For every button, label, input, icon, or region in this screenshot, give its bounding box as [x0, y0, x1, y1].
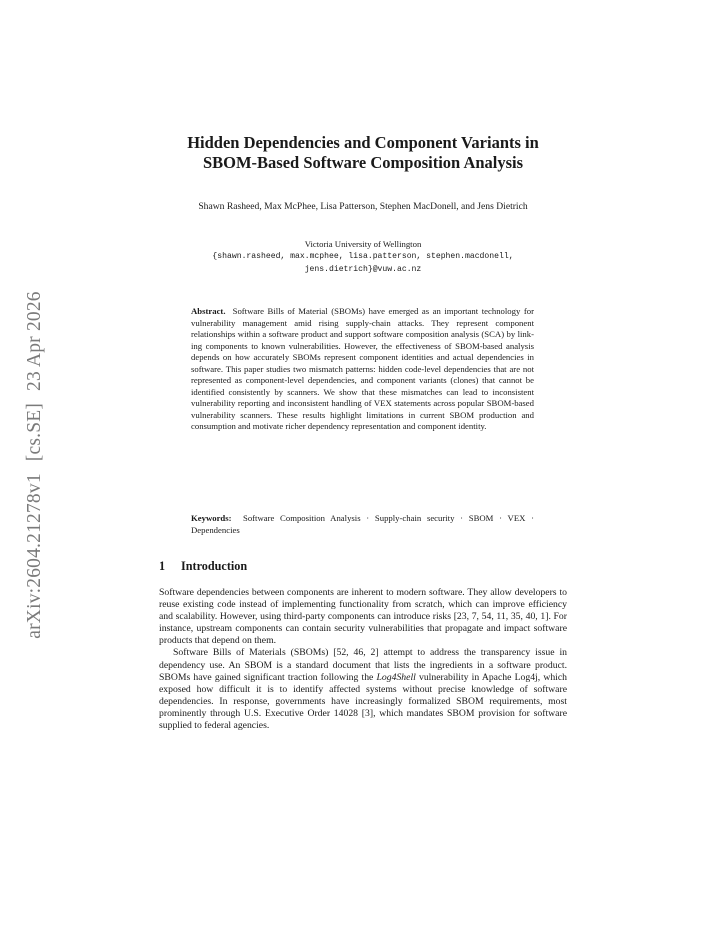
- introduction-body: [159, 587, 567, 732]
- author-emails: [159, 251, 567, 276]
- emphasized-term: Log4Shell: [376, 671, 416, 683]
- emails-line-1: {shawn.rasheed, max.mcphee, lisa.patterson, stephen.macdonell,: [212, 252, 514, 261]
- title-line-2: SBOM-Based Software Composition Analysis: [202, 153, 524, 172]
- paragraph: [159, 647, 567, 732]
- paragraph-text: Software Bills of Materials (SBOMs) [52, 46, 2] attempt to address the transparency issue in dependency use. An SBOM is a standard document that lists the ingredients in a software product. SBOMs have gained significant traction following the: [159, 647, 567, 683]
- keywords-text: Software Composition Analysis · Supply-chain security · SBOM · VEX · Dependencies: [191, 513, 535, 535]
- emails-line-2: jens.dietrich}@vuw.ac.nz: [304, 264, 422, 274]
- arxiv-id: arXiv:2604.21278v1: [24, 473, 45, 639]
- arxiv-category: [cs.SE]: [24, 402, 45, 462]
- paper-title: [159, 133, 567, 173]
- arxiv-date: 23 Apr 2026: [24, 291, 45, 391]
- author-list: Shawn Rasheed, Max McPhee, Lisa Patterson, Stephen MacDonell, and Jens Dietrich: [198, 201, 528, 212]
- title-line-1: Hidden Dependencies and Component Variants in: [187, 133, 539, 152]
- abstract-label: Abstract.: [191, 306, 226, 316]
- section-heading: [159, 559, 567, 574]
- keywords-label: Keywords:: [191, 513, 232, 523]
- paragraph: Software dependencies between components are inherent to modern software. They allow developers to reuse existing code instead of implementing functionality from scratch, which can improve efficiency and scalability. However, using third-party components can introduce risks [23, 7, 54, 11, 35, 40, 1]. For instance, upstream components can contain security vulnerabilities that propagate and impact software products that depend on them.: [159, 587, 567, 647]
- keywords: [191, 513, 534, 536]
- arxiv-identifier-stamp: [24, 291, 46, 639]
- paragraph-text: vulnerability in Apache Log4j, which exposed how difficult it is to identify affected systems without precise knowledge of software dependencies. In response, governments have increasingly formalized SBOM requirements, most prominently through U.S. Executive Order 14028 [3], which mandates SBOM provision for software supplied to federal agencies.: [159, 671, 568, 732]
- affiliation: Victoria University of Wellington: [304, 239, 422, 249]
- abstract: [191, 306, 534, 433]
- abstract-text: Software Bills of Material (SBOMs) have emerged as an important technology for vulnerability management amid rising supply-chain attacks. They represent component relationships within a software product and support software composition analysis (SCA) by linking components to known vulnerabilities. However, the effectiveness of SBOM-based analysis depends on how accurately SBOMs represent component identities and actual dependencies in software. This paper studies two mismatch patterns: hidden code-level dependencies that are not represented as component-level dependencies, and component variants (clones) that cannot be identified consistently by scanners. We show that these mismatches can lead to inconsistent vulnerability reporting and inconsistent handling of VEX statements across popular SBOM-based vulnerability scanners. These results highlight limitations in current SBOM production and consumption and motivate richer dependency representation and component identity.: [191, 306, 535, 432]
- section-number: 1: [159, 559, 166, 573]
- section-title: Introduction: [181, 559, 248, 573]
